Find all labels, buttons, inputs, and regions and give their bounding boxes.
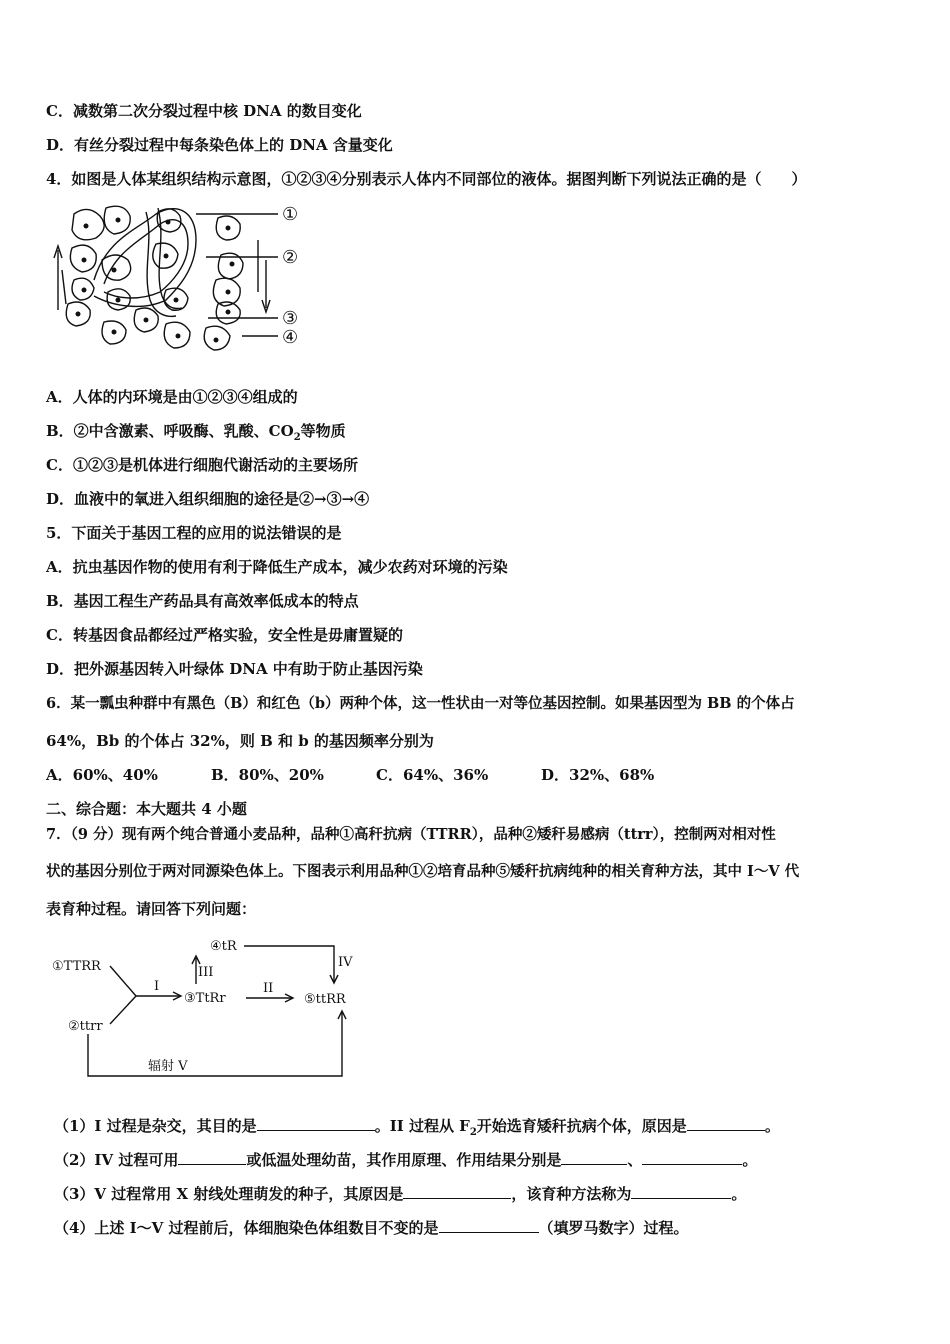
- q5-option-a: A．抗虫基因作物的使用有利于降低生产成本，减少农药对环境的污染: [46, 558, 508, 576]
- capillary: [104, 220, 188, 298]
- label-1: ①: [282, 204, 299, 225]
- q7-sub-2: （2）IV 过程可用 或低温处理幼苗，其作用原理、作用结果分别是 、 。: [54, 1151, 758, 1169]
- q6-option-c: C．64%、36%: [376, 766, 489, 784]
- q6-stem-line1: 6．某一瓢虫种群中有黑色（B）和红色（b）两种个体，这一性状由一对等位基因控制。如果基因型为 BB 的个体占: [46, 695, 795, 712]
- q4-option-d: D．血液中的氧进入组织细胞的途径是②→③→④: [46, 490, 370, 508]
- q5-option-c: C．转基因食品都经过严格实验，安全性是毋庸置疑的: [46, 626, 403, 644]
- q6-option-b: B．80%、20%: [211, 766, 324, 784]
- cross-line-2: [110, 996, 136, 1024]
- label-2: ②: [282, 247, 299, 268]
- node-3: ③TtRr: [184, 991, 226, 1006]
- answer-blank[interactable]: [687, 1116, 765, 1131]
- q5-option-b: B．基因工程生产药品具有高效率低成本的特点: [46, 592, 359, 610]
- node-5: ⑤ttRR: [304, 992, 346, 1007]
- node-2: ②ttrr: [68, 1019, 103, 1034]
- process-V: 辐射 V: [148, 1059, 188, 1074]
- q4-option-c: C．①②③是机体进行细胞代谢活动的主要场所: [46, 456, 358, 474]
- q7-stem-line2: 状的基因分别位于两对同源染色体上。下图表示利用品种①②培育品种⑤矮秆抗病纯种的相关育种方法，其中 I～V 代: [46, 863, 800, 880]
- label-4: ④: [282, 327, 299, 348]
- q7-sub-1: （1）I 过程是杂交，其目的是 。II 过程从 $F_2$开始选育矮秆抗病个体，原因是 。: [54, 1117, 780, 1138]
- q4-option-b: B．②中含激素、呼吸酶、乳酸、$CO_2$等物质: [46, 422, 346, 443]
- process-III: III: [198, 965, 214, 980]
- answer-blank[interactable]: [403, 1184, 511, 1199]
- arrow-V: [88, 1012, 342, 1076]
- breeding-diagram: [46, 930, 376, 1090]
- tissue-diagram: [46, 200, 316, 360]
- answer-blank[interactable]: [561, 1150, 627, 1165]
- q4-option-a: A．人体的内环境是由①②③④组成的: [46, 388, 298, 406]
- q7-sub-4: （4）上述 I～V 过程前后，体细胞染色体组数目不变的是 （填罗马数字）过程。: [54, 1219, 689, 1237]
- q3-option-c: C．减数第二次分裂过程中核 DNA 的数目变化: [46, 102, 362, 120]
- q6-stem-line2: 64%，Bb 的个体占 32%，则 B 和 b 的基因频率分别为: [46, 732, 434, 750]
- flow-arrow: [62, 270, 66, 304]
- q5-option-d: D．把外源基因转入叶绿体 DNA 中有助于防止基因污染: [46, 660, 423, 678]
- q6-option-d: D．32%、68%: [541, 766, 655, 784]
- q5-stem: 5．下面关于基因工程的应用的说法错误的是: [46, 524, 342, 542]
- answer-blank[interactable]: [631, 1184, 731, 1199]
- cross-line-1: [110, 966, 136, 996]
- q6-options: [46, 765, 654, 785]
- node-1: ①TTRR: [52, 959, 101, 974]
- tissue-cell: [102, 255, 131, 280]
- arrow-IV: [244, 946, 334, 982]
- q7-sub-3: （3）V 过程常用 X 射线处理萌发的种子，其原因是 ，该育种方法称为 。: [54, 1185, 747, 1203]
- process-II: II: [263, 981, 274, 996]
- q3-option-d: D．有丝分裂过程中每条染色体上的 DNA 含量变化: [46, 136, 393, 154]
- process-I: I: [154, 979, 160, 994]
- q4-stem: 4．如图是人体某组织结构示意图，①②③④分别表示人体内不同部位的液体。据图判断下列说法正确的是（ ）: [46, 170, 807, 188]
- answer-blank[interactable]: [439, 1218, 539, 1233]
- q7-stem-line3: 表育种过程。请回答下列问题：: [46, 900, 257, 918]
- label-3: ③: [282, 308, 299, 329]
- answer-blank[interactable]: [642, 1150, 742, 1165]
- answer-blank[interactable]: [178, 1150, 246, 1165]
- process-IV: IV: [338, 955, 353, 970]
- section-heading: 二、综合题：本大题共 4 小题: [46, 800, 247, 818]
- answer-blank[interactable]: [257, 1116, 375, 1131]
- q7-stem-line1: 7．（9 分）现有两个纯合普通小麦品种，品种①高秆抗病（TTRR），品种②矮秆易感病（ttrr），控制两对相对性: [46, 826, 776, 843]
- q6-option-a: A．60%、40%: [46, 766, 158, 784]
- node-4: ④tR: [210, 939, 237, 954]
